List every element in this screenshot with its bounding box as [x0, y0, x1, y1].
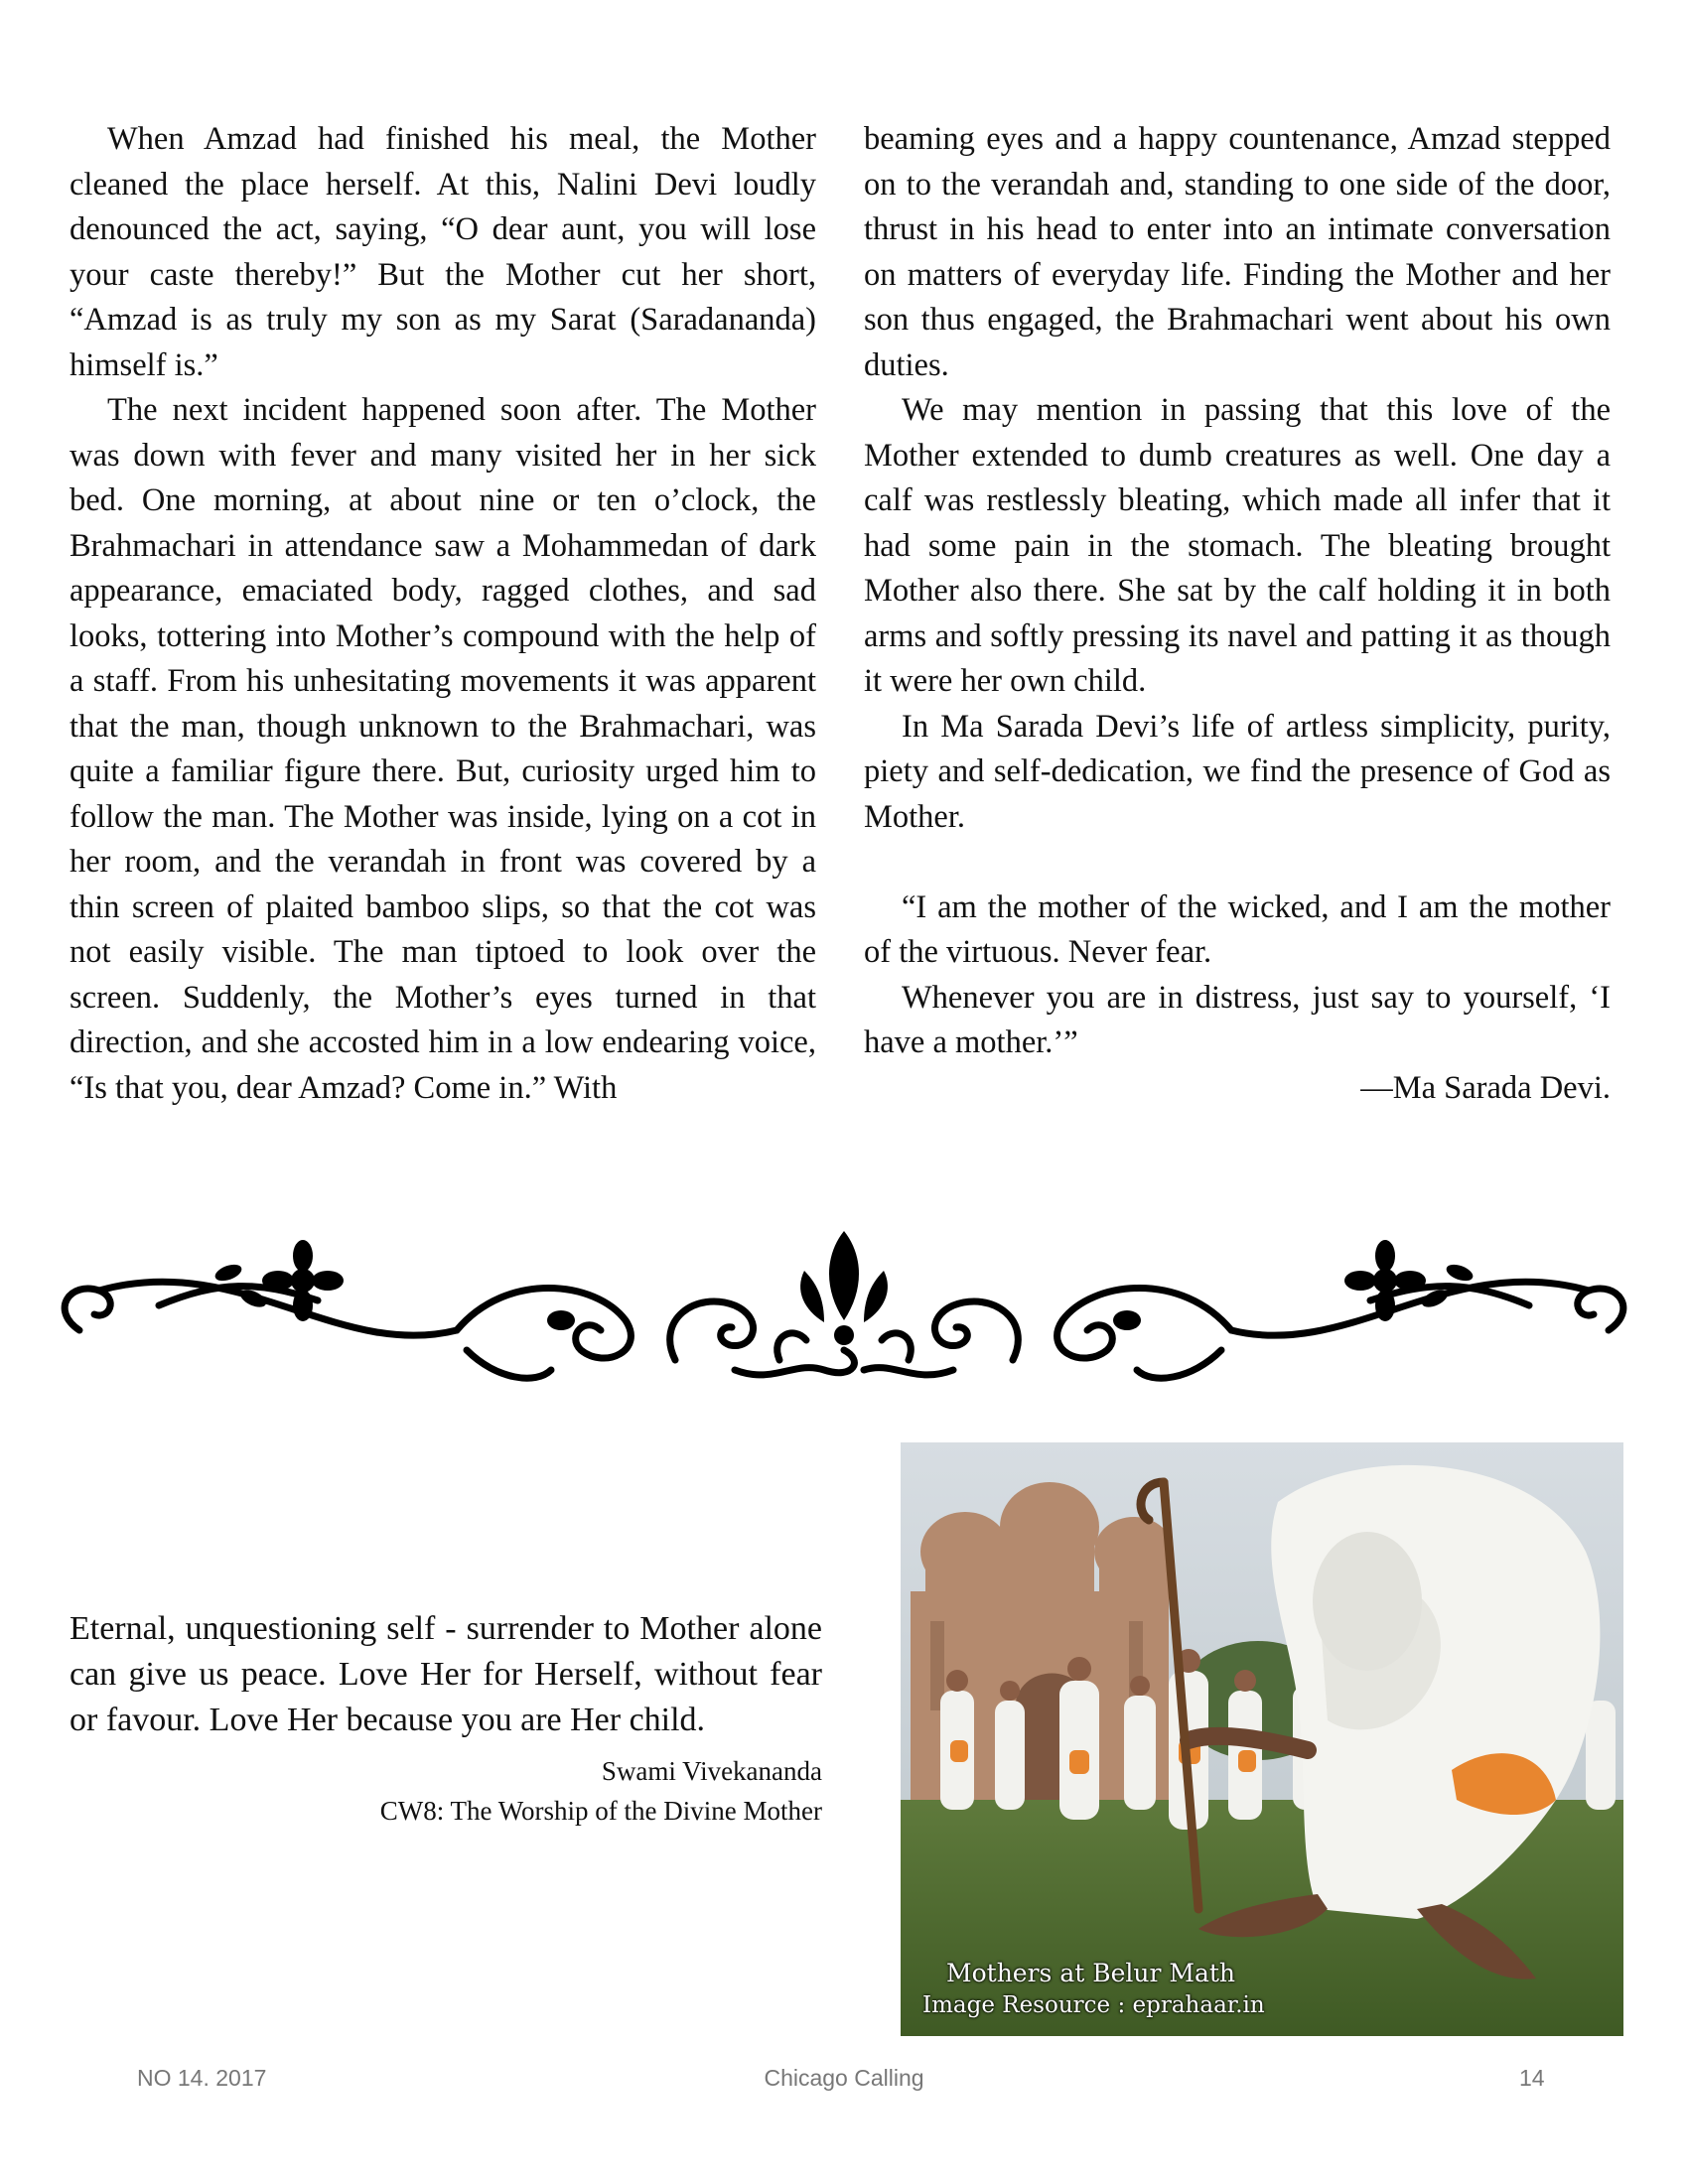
article-left-column [70, 117, 816, 1111]
sidebar-quote [70, 1606, 822, 1831]
paragraph: In Ma Sarada Devi’s life of artless simplicity, purity, piety and self-dedication, we find the presence of God as Mother. [864, 708, 1611, 835]
sidebar-quote-source: CW8: The Worship of the Divine Mother [379, 1796, 822, 1826]
quote-attribution: —Ma Sarada Devi. [1360, 1069, 1611, 1106]
paragraph: When Amzad had finished his meal, the Mother cleaned the place herself. At this, Nalini Devi loudly denounced the act, saying, “O dear aunt, you will lose your caste thereby!” But the Mother cut her short, “Amzad is as truly my son as my Sarat (Saradananda) himself is.” [70, 121, 816, 383]
sidebar-quote-text: Eternal, unquestioning self - surrender to Mother alone can give us peace. Love Her for Herself, without fear or favour. Love Her because you are Her child. [70, 1610, 822, 1738]
footer-page-number: 14 [1519, 2065, 1545, 2091]
paragraph: The next incident happened soon after. The Mother was down with fever and many visited her in her sick bed. One morning, at about nine or ten o’clock, the Brahmachari in attendance saw a Mohammedan of dark appearance, emaciated body, ragged clothes, and sad looks, tottering into Mother’s compound with the help of a staff. From his unhesitating movements it was apparent that the man, though unknown to the Brahmachari, was quite a familiar figure there. But, curiosity urged him to follow the man. The Mother was inside, lying on a cot in her room, and the verandah in front was covered by a thin screen of plaited bamboo slips, so that the cot was not easily visible. The man tiptoed to look over the screen. Suddenly, the Mother’s eyes turned in that direction, and she accosted him in a low endearing voice, “Is that you, dear Amzad? Come in.” With [70, 392, 816, 1106]
belur-math-photo [901, 1442, 1623, 2036]
photo-caption: Mothers at Belur Math [946, 1959, 1236, 1987]
ornamental-divider [40, 1211, 1648, 1410]
quote-line: “I am the mother of the wicked, and I am the mother of the virtuous. Never fear. [864, 888, 1611, 970]
paragraph: We may mention in passing that this love of the Mother extended to dumb creatures as well. One day a calf was restlessly bleating, which made all infer that it had some pain in the stomach. The bleating brought Mother also there. She sat by the calf holding it in both arms and softly pressing its navel and patting it as though it were her own child. [864, 392, 1611, 699]
paragraph-continuation: beaming eyes and a happy countenance, Amzad stepped on to the verandah and, standing to one side of the door, thrust in his head to enter into an intimate conversation on matters of everyday life. Finding the Mother and her son thus engaged, the Brahmachari went about his own duties. [864, 121, 1611, 383]
page-footer [0, 2065, 1688, 2105]
article-right-column [864, 117, 1611, 1111]
footer-issue: NO 14. 2017 [137, 2065, 267, 2091]
quote-line: Whenever you are in distress, just say to yourself, ‘I have a mother.’” [864, 979, 1611, 1060]
sidebar-quote-author: Swami Vivekananda [601, 1756, 822, 1786]
photo-credit: Image Resource : eprahaar.in [922, 1992, 1265, 2018]
footer-publication: Chicago Calling [764, 2065, 924, 2091]
